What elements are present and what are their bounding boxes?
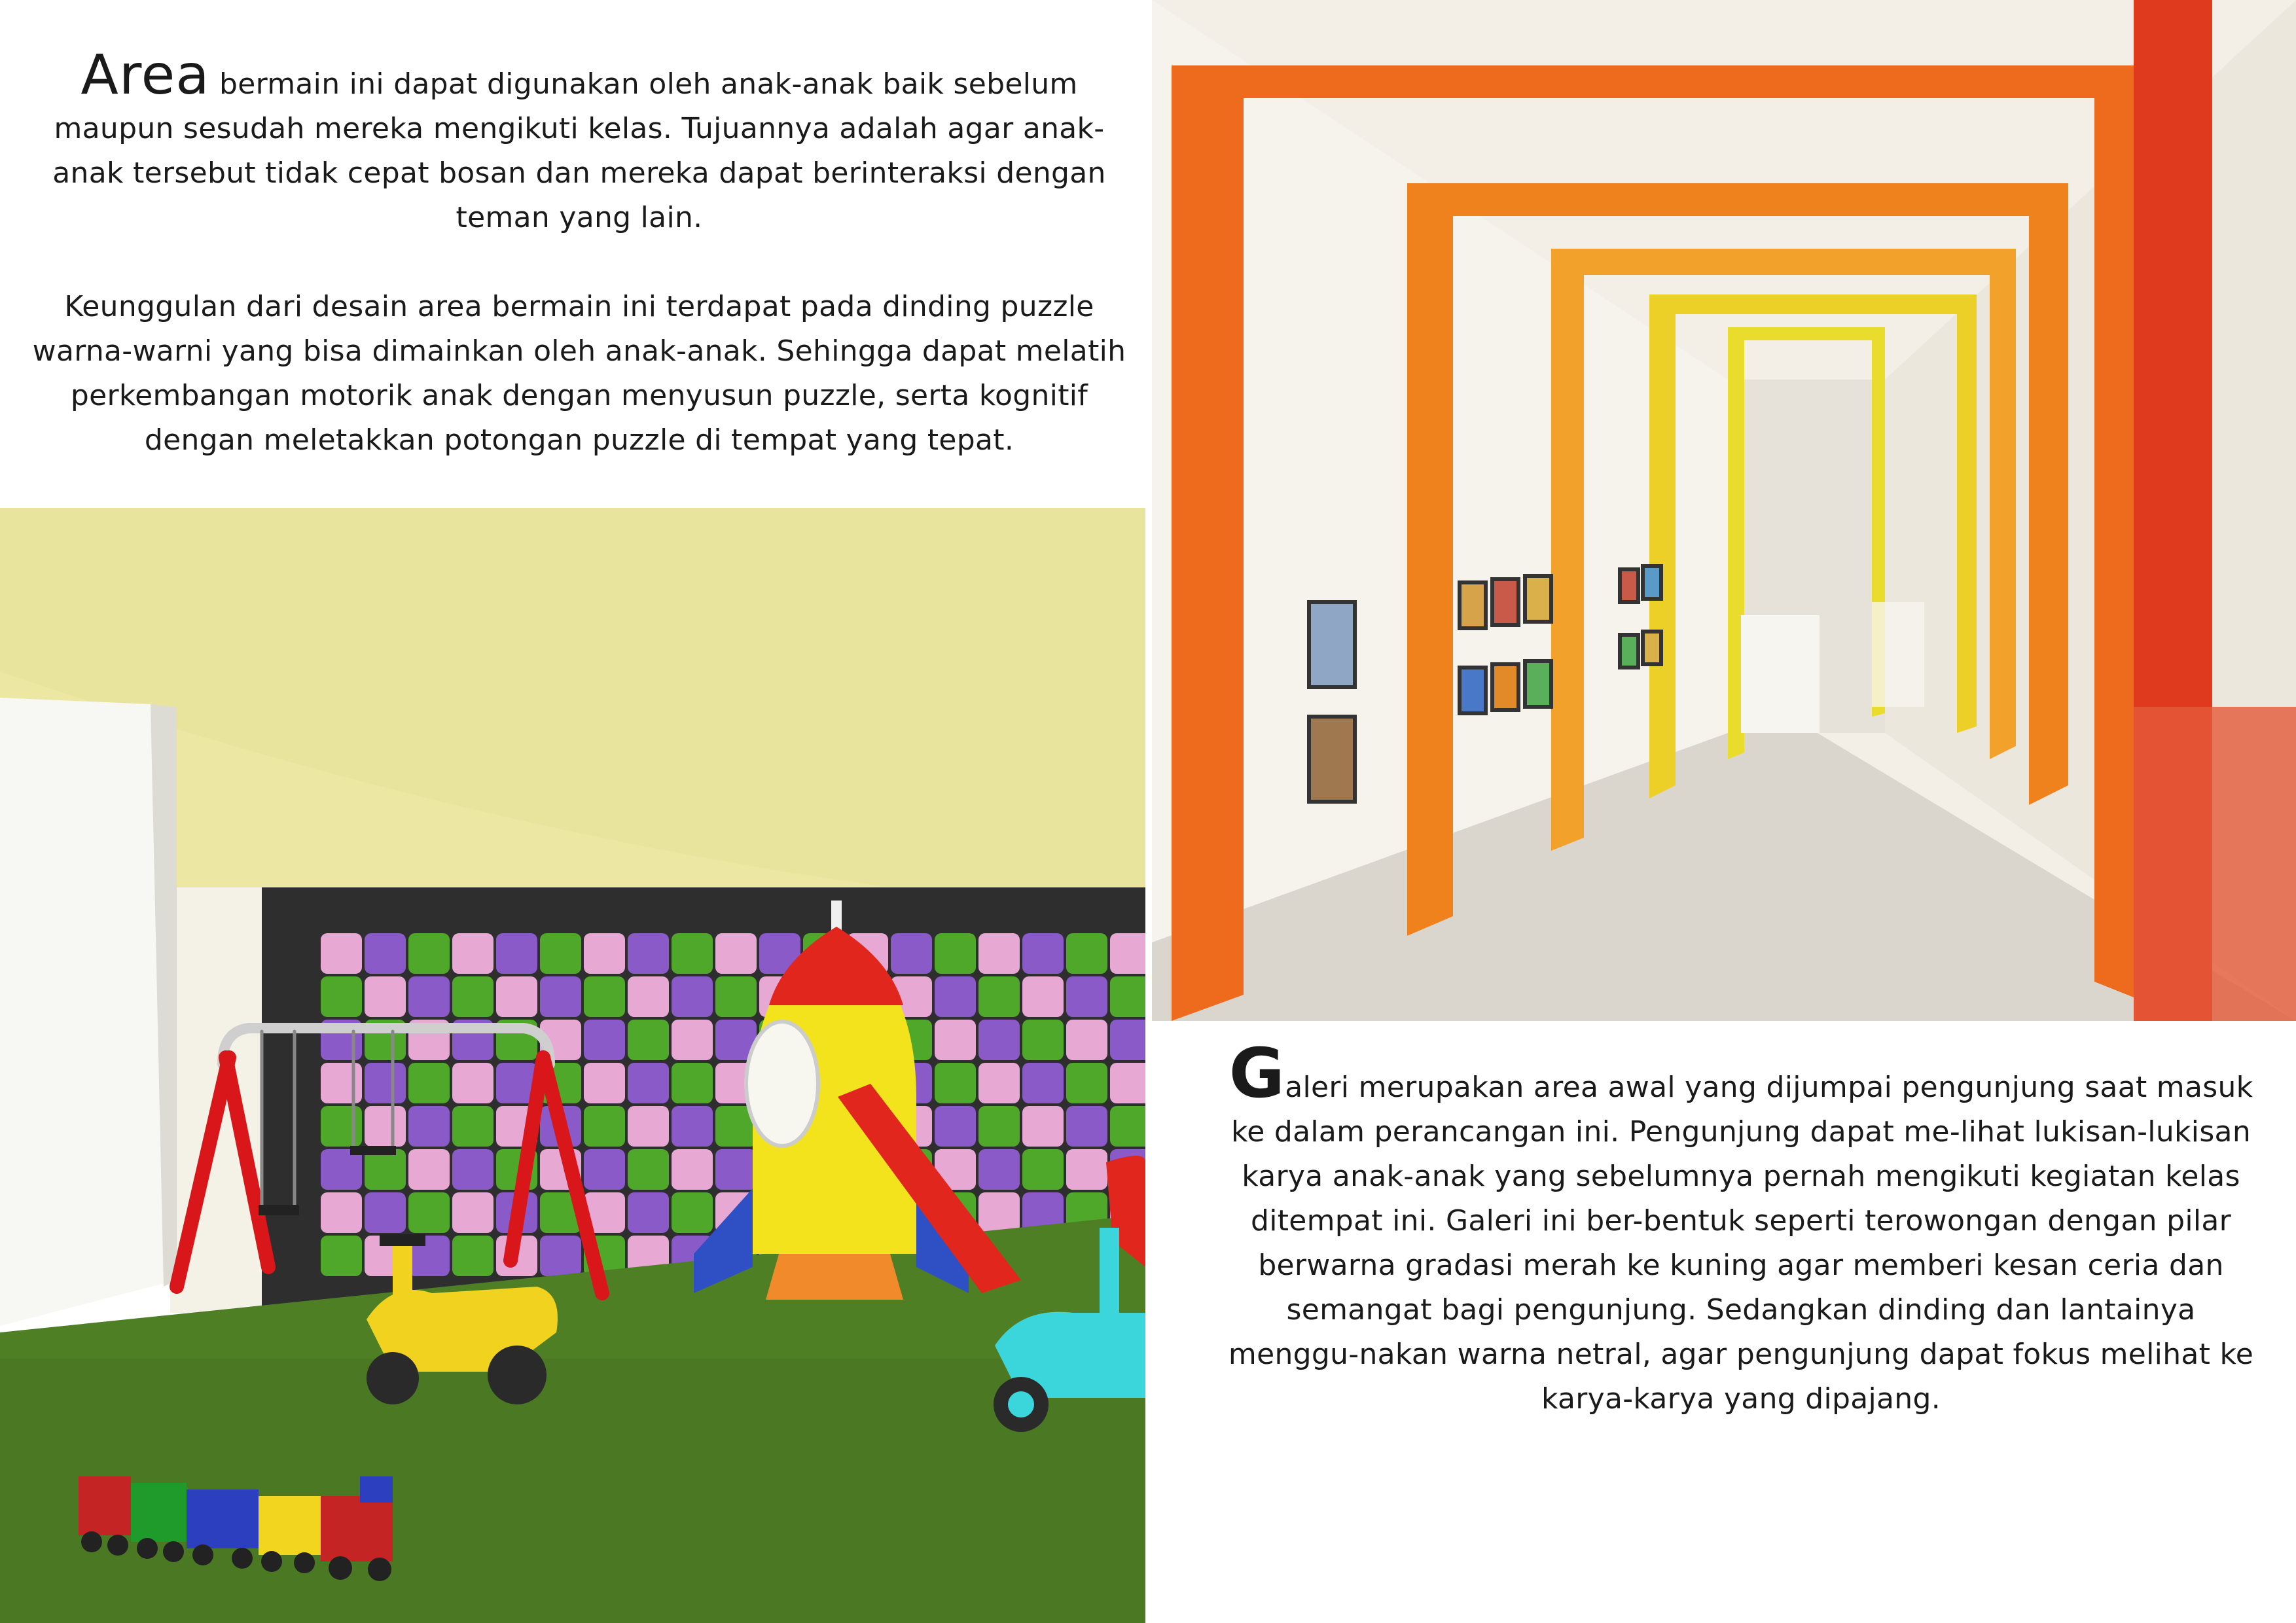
puzzle-piece	[715, 1149, 757, 1190]
galeri-paragraph-text: aleri merupakan area awal yang dijumpai pengunjung saat masuk ke dalam perancangan ini. Pengunjung dapat me-lihat lukisan-lukisan karya anak-anak yang sebelumnya pernah mengikuti kegiatan kelas ditempat ini. Galeri ini ber-bentuk seperti terowongan dengan pilar berwarna gradasi merah ke kuning agar memberi kesan ceria dan semangat bagi pengunjung. Sedangkan dinding dan lantainya menggu-nakan warna netral, agar pengunjung dapat fokus melihat ke karya-karya yang dipajang.	[1228, 1071, 2254, 1416]
puzzle-piece	[628, 1020, 669, 1060]
puzzle-piece	[1066, 933, 1107, 974]
puzzle-piece	[672, 1020, 713, 1060]
puzzle-piece	[935, 1106, 976, 1147]
intro-text-block	[26, 43, 1132, 463]
puzzle-piece	[452, 1063, 493, 1103]
puzzle-piece	[1110, 1020, 1145, 1060]
puzzle-piece	[715, 933, 757, 974]
puzzle-piece	[321, 1236, 362, 1276]
puzzle-piece	[584, 1020, 625, 1060]
puzzle-piece	[1066, 1020, 1107, 1060]
puzzle-piece	[978, 933, 1020, 974]
puzzle-piece	[408, 1063, 450, 1103]
puzzle-piece	[408, 1192, 450, 1233]
puzzle-piece	[365, 1192, 406, 1233]
puzzle-piece	[935, 1020, 976, 1060]
puzzle-piece	[584, 933, 625, 974]
puzzle-piece	[1110, 1063, 1145, 1103]
intro-paragraph-1-text: bermain ini dapat digunakan oleh anak-anak baik sebelum maupun sesudah mereka mengikuti kelas. Tujuannya adalah agar anak-anak tersebut tidak cepat bosan dan mereka dapat berinteraksi dengan teman yang lain.	[52, 67, 1106, 234]
puzzle-piece	[540, 933, 581, 974]
puzzle-piece	[672, 976, 713, 1017]
puzzle-piece	[408, 1106, 450, 1147]
puzzle-piece	[408, 933, 450, 974]
puzzle-piece	[584, 1106, 625, 1147]
puzzle-piece	[321, 1149, 362, 1190]
puzzle-piece	[1110, 1106, 1145, 1147]
puzzle-piece	[628, 1063, 669, 1103]
puzzle-piece	[935, 976, 976, 1017]
puzzle-piece	[540, 976, 581, 1017]
puzzle-piece	[408, 1149, 450, 1190]
puzzle-piece	[1066, 1063, 1107, 1103]
puzzle-piece	[452, 1149, 493, 1190]
puzzle-piece	[321, 933, 362, 974]
puzzle-piece	[365, 933, 406, 974]
puzzle-piece	[672, 1106, 713, 1147]
puzzle-piece	[978, 1063, 1020, 1103]
puzzle-piece	[1022, 933, 1064, 974]
galeri-paragraph	[1217, 1033, 2265, 1421]
puzzle-piece	[1110, 933, 1145, 974]
puzzle-piece	[540, 1236, 581, 1276]
puzzle-piece	[672, 1149, 713, 1190]
puzzle-piece	[452, 933, 493, 974]
puzzle-piece	[1022, 1063, 1064, 1103]
puzzle-piece	[935, 933, 976, 974]
puzzle-piece	[584, 1063, 625, 1103]
puzzle-piece	[321, 976, 362, 1017]
puzzle-piece	[935, 1063, 976, 1103]
puzzle-piece	[1066, 1149, 1107, 1190]
puzzle-piece	[715, 976, 757, 1017]
puzzle-piece	[365, 1149, 406, 1190]
puzzle-piece	[452, 1236, 493, 1276]
puzzle-piece	[978, 1192, 1020, 1233]
puzzle-piece	[628, 1192, 669, 1233]
puzzle-piece	[628, 1149, 669, 1190]
puzzle-piece	[365, 1063, 406, 1103]
puzzle-piece	[452, 976, 493, 1017]
gallery-image	[1152, 0, 2296, 1021]
gallery-illustration	[1152, 0, 2296, 1021]
puzzle-piece	[452, 1106, 493, 1147]
puzzle-piece	[496, 976, 537, 1017]
puzzle-piece	[1022, 976, 1064, 1017]
puzzle-piece	[672, 1192, 713, 1233]
puzzle-piece	[672, 1063, 713, 1103]
puzzle-piece	[584, 976, 625, 1017]
intro-paragraph-1	[26, 43, 1132, 240]
puzzle-piece	[408, 976, 450, 1017]
puzzle-piece	[1022, 1149, 1064, 1190]
puzzle-piece	[321, 1063, 362, 1103]
puzzle-piece	[1066, 1106, 1107, 1147]
puzzle-piece	[321, 1106, 362, 1147]
puzzle-piece	[496, 933, 537, 974]
puzzle-piece	[978, 1020, 1020, 1060]
puzzle-piece	[672, 933, 713, 974]
intro-lead-word: Area	[81, 43, 210, 107]
puzzle-piece	[891, 933, 932, 974]
puzzle-piece	[1110, 976, 1145, 1017]
puzzle-piece	[628, 1106, 669, 1147]
puzzle-piece	[321, 1192, 362, 1233]
puzzle-piece	[1066, 976, 1107, 1017]
puzzle-piece	[1022, 1106, 1064, 1147]
puzzle-piece	[584, 1149, 625, 1190]
puzzle-piece	[628, 976, 669, 1017]
puzzle-piece	[628, 933, 669, 974]
puzzle-piece	[1022, 1020, 1064, 1060]
play-area-image	[0, 508, 1145, 1623]
puzzle-piece	[365, 976, 406, 1017]
puzzle-piece	[452, 1192, 493, 1233]
intro-paragraph-2: Keunggulan dari desain area bermain ini terdapat pada dinding puzzle warna-warni yang bisa dimainkan oleh anak-anak. Sehingga dapat melatih perkembangan motorik anak dengan menyusun puzzle, serta kognitif dengan meletakkan potongan puzzle di tempat yang tepat.	[32, 290, 1126, 457]
puzzle-piece	[978, 1149, 1020, 1190]
puzzle-piece	[365, 1106, 406, 1147]
galeri-drop-cap: G	[1229, 1033, 1285, 1113]
play-area-illustration	[0, 508, 1145, 1623]
puzzle-piece	[978, 976, 1020, 1017]
puzzle-piece	[978, 1106, 1020, 1147]
galeri-text-block	[1217, 1033, 2265, 1421]
